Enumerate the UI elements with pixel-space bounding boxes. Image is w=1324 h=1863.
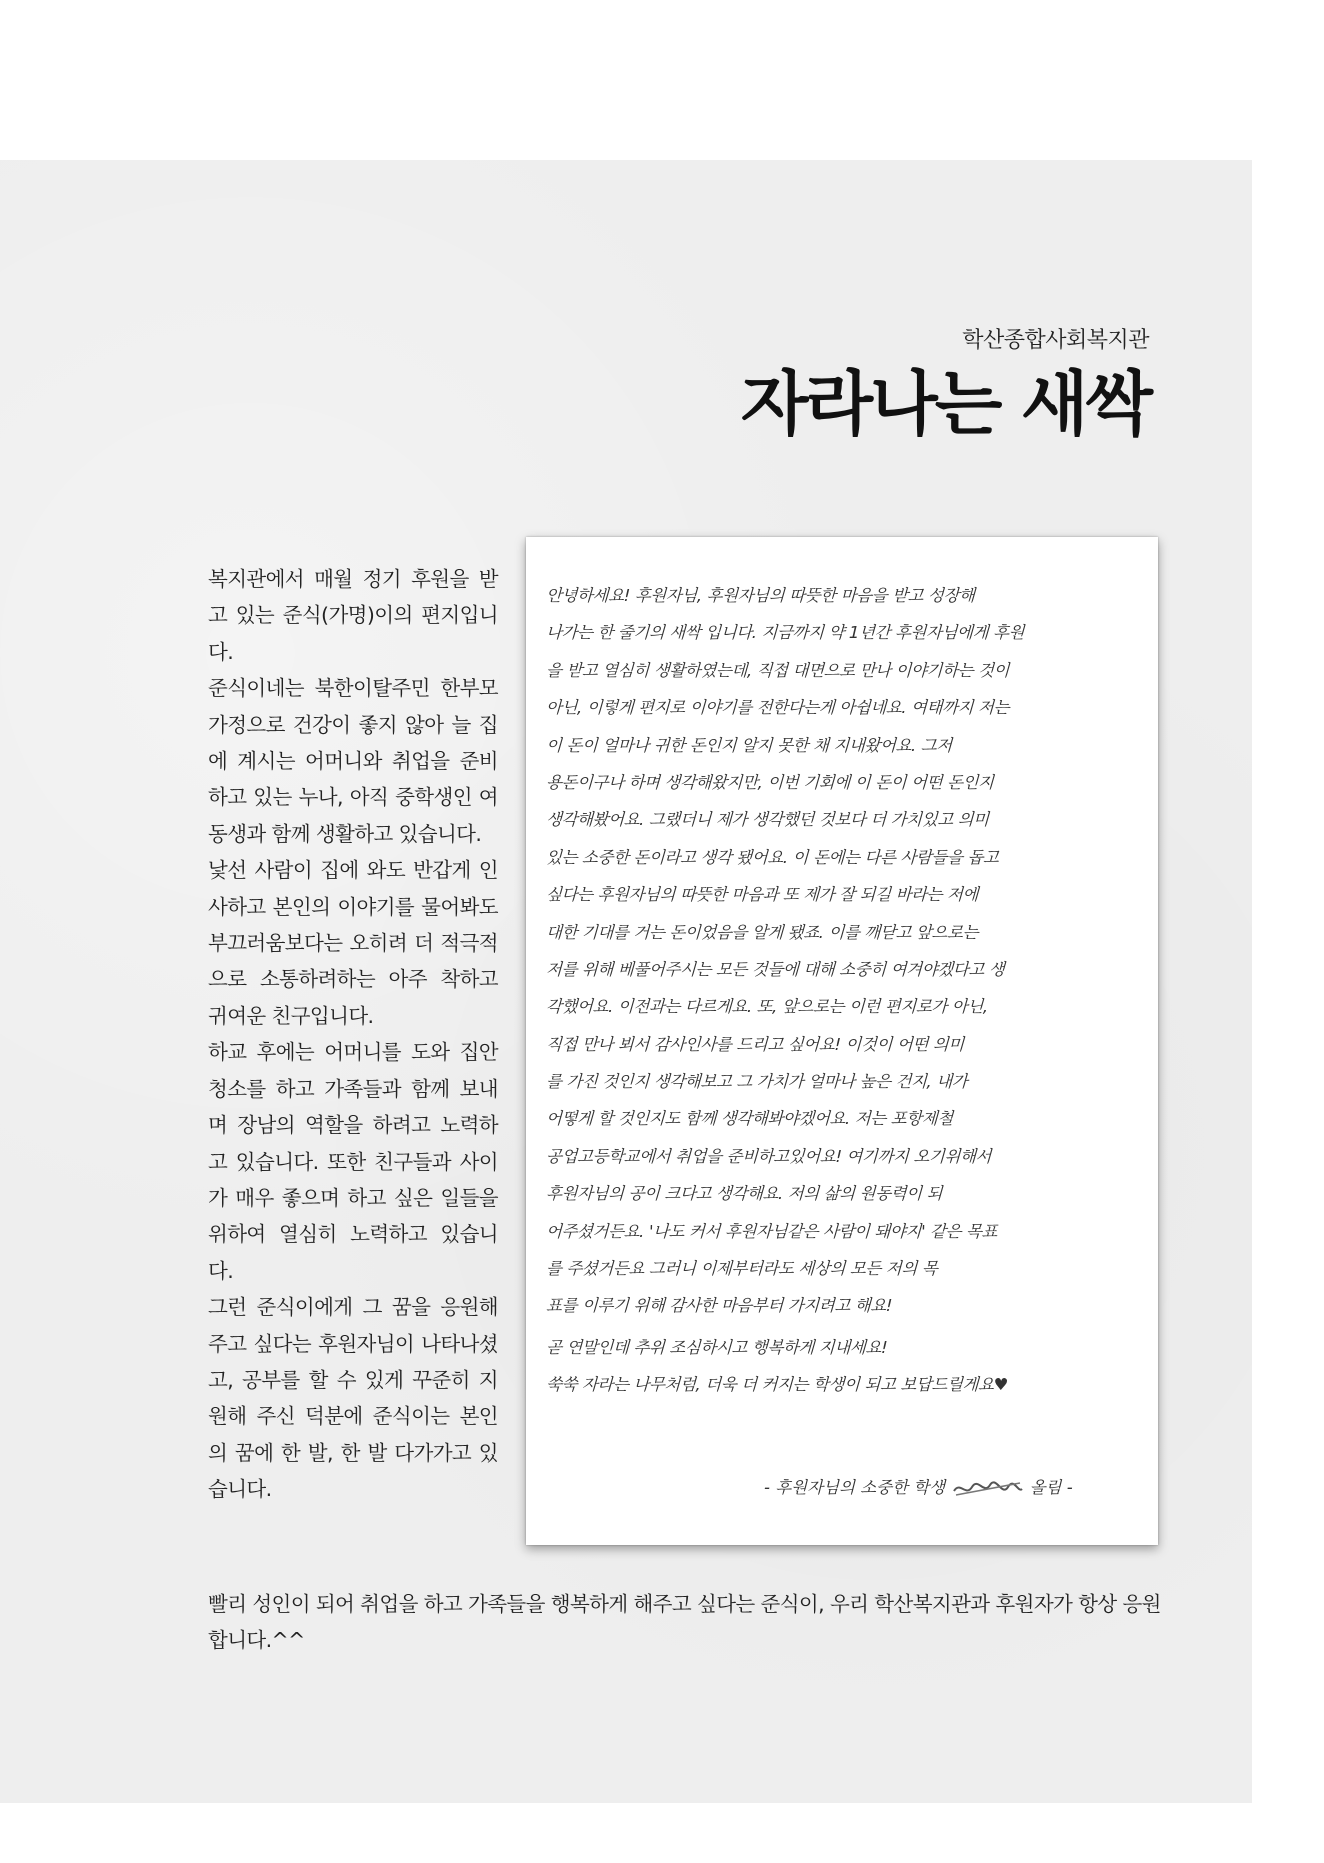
letter-line: 를 주셨거든요 그러니 이제부터라도 세상의 모든 저의 목	[545, 1259, 938, 1279]
redacted-name-mark	[950, 1477, 1024, 1501]
letter-line: 표를 이루기 위해 감사한 마음부터 가지려고 해요!	[545, 1296, 893, 1316]
organization-name: 학산종합사회복지관	[962, 328, 1149, 353]
handwritten-letter	[526, 537, 1158, 1545]
letter-line: 생각해봤어요. 그랬더니 제가 생각했던 것보다 더 가치있고 의미	[545, 810, 990, 830]
story-paragraph: 하교 후에는 어머니를 도와 집안 청소를 하고 가족들과 함께 보내며 장남의 역할을 하려고 노력하고 있습니다. 또한 친구들과 사이가 매우 좋으며 하고 싶은 일들을 위하여 열심히 노력하고 있습니다.	[208, 1040, 498, 1283]
letter-line: 아닌, 이렇게 편지로 이야기를 전한다는게 아쉽네요. 여태까지 저는	[545, 698, 1010, 718]
letter-line: 어주셨거든요. '나도 커서 후원자님같은 사람이 돼야지' 같은 목표	[545, 1221, 998, 1241]
letter-line: 직접 만나 뵈서 감사인사를 드리고 싶어요! 이것이 어떤 의미	[545, 1034, 965, 1054]
page-title: 자라나는 새싹	[740, 363, 1150, 445]
letter-line: 안녕하세요! 후원자님, 후원자님의 따뜻한 마음을 받고 성장해	[545, 586, 975, 605]
story-paragraph: 그런 준식이에게 그 꿈을 응원해 주고 싶다는 후원자님이 나타나셨고, 공부를 할 수 있게 꾸준히 지원해 주신 덕분에 준식이는 본인의 꿈에 한 발, 한 발 다가가고 있습니다.	[208, 1295, 498, 1502]
story-paragraph: 준식이네는 북한이탈주민 한부모가정으로 건강이 좋지 않아 늘 집에 계시는 어머니와 취업을 준비하고 있는 누나, 아직 중학생인 여동생과 함께 생활하고 있습니다.	[208, 676, 498, 846]
closing-text	[208, 1586, 1168, 1659]
letter-line: 후원자님의 공이 크다고 생각해요. 저의 삶의 원동력이 되	[545, 1184, 943, 1204]
letter-line: 공업고등학교에서 취업을 준비하고있어요! 여기까지 오기위해서	[545, 1146, 992, 1166]
letter-line: 이 돈이 얼마나 귀한 돈인지 알지 못한 채 지내왔어요. 그저	[545, 735, 953, 755]
closing-paragraph: 빨리 성인이 되어 취업을 하고 가족들을 행복하게 해주고 싶다는 준식이, 우리 학산복지관과 후원자가 항상 응원합니다.^^	[208, 1592, 1161, 1653]
letter-line: 곧 연말인데 추위 조심하시고 행복하게 지내세요!	[545, 1337, 888, 1357]
letter-line: 나가는 한 줄기의 새싹 입니다. 지금까지 약 1년간 후원자님에게 후원	[545, 623, 1025, 643]
letter-line: 싶다는 후원자님의 따뜻한 마음과 또 제가 잘 되길 바라는 저에	[545, 885, 979, 905]
letter-line: 쑥쑥 자라는 나무처럼, 더욱 더 커지는 학생이 되고 보답드릴게요♥	[545, 1375, 1009, 1395]
signature-prefix: - 후원자님의 소중한 학생	[764, 1478, 946, 1497]
letter-line: 를 가진 것인지 생각해보고 그 가치가 얼마나 높은 건지, 내가	[545, 1072, 968, 1092]
letter-line: 어떻게 할 것인지도 함께 생각해봐야겠어요. 저는 포항제철	[545, 1109, 954, 1129]
signature-suffix: 올림 -	[1029, 1478, 1073, 1497]
letter-body	[546, 577, 1150, 1404]
letter-line: 각했어요. 이전과는 다르게요. 또, 앞으로는 이런 편지로가 아닌,	[545, 997, 989, 1017]
letter-line: 저를 위해 베풀어주시는 모든 것들에 대해 소중히 여겨야겠다고 생	[545, 959, 1005, 979]
letter-line: 있는 소중한 돈이라고 생각 됐어요. 이 돈에는 다른 사람들을 돕고	[545, 847, 999, 867]
story-paragraph: 낯선 사람이 집에 와도 반갑게 인사하고 본인의 이야기를 물어봐도 부끄러움보다는 오히려 더 적극적으로 소통하려하는 아주 착하고 귀여운 친구입니다.	[208, 858, 498, 1028]
letter-line: 용돈이구나 하며 생각해왔지만, 이번 기회에 이 돈이 어떤 돈인지	[545, 772, 994, 792]
story-paragraph: 복지관에서 매월 정기 후원을 받고 있는 준식(가명)이의 편지입니다.	[208, 567, 498, 664]
letter-line: 을 받고 열심히 생활하였는데, 직접 대면으로 만나 이야기하는 것이	[545, 660, 1010, 680]
story-text	[208, 561, 498, 1508]
letter-signature	[764, 1474, 1144, 1501]
letter-line: 대한 기대를 거는 돈이었음을 알게 됐죠. 이를 깨닫고 앞으로는	[545, 922, 979, 942]
